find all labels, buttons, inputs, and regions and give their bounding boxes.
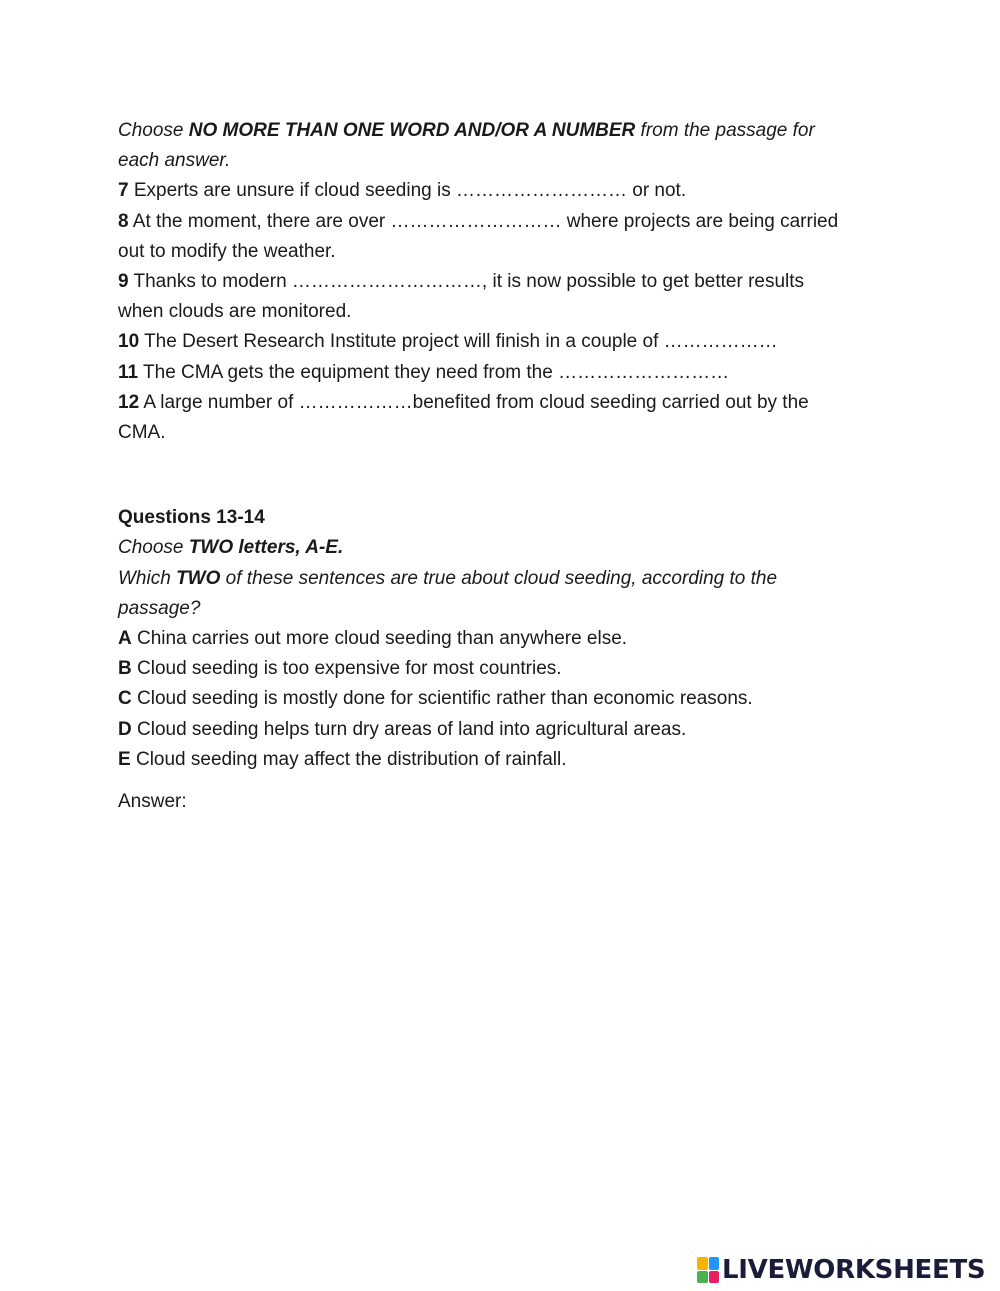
gap-question-line — [118, 327, 898, 357]
option-text: Cloud seeding is too expensive for most countries. — [131, 658, 562, 680]
question-number: 9 — [118, 271, 129, 293]
option-text: Cloud seeding is mostly done for scientific rather than economic reasons. — [131, 688, 753, 710]
gap-question-line — [118, 418, 898, 448]
gap-question-line — [118, 297, 898, 327]
gap-question-line — [118, 388, 898, 418]
which-two-line: Which TWO of these sentences are true about cloud seeding, according to the — [118, 567, 778, 589]
liveworksheets-logo — [697, 1255, 985, 1285]
gap-question-list — [118, 176, 898, 448]
question-text: A large number of ………………benefited from cloud seeding carried out by the — [139, 391, 809, 413]
question-number: 7 — [118, 180, 129, 202]
logo-square-3 — [697, 1271, 708, 1284]
gap-question-line — [118, 237, 898, 267]
logo-text: LIVEWORKSHEETS — [722, 1255, 986, 1285]
option-item — [118, 715, 898, 745]
option-text: China carries out more cloud seeding than anywhere else. — [131, 628, 628, 650]
gap-question-line — [118, 207, 898, 237]
section-heading: Questions 13-14 — [118, 507, 265, 529]
option-item — [118, 624, 898, 654]
question-text: At the moment, there are over ……………………… where projects are being carried — [128, 210, 839, 232]
question-text: The CMA gets the equipment they need from the ……………………… — [138, 361, 730, 383]
question-text: CMA. — [118, 422, 166, 444]
question-number: 11 — [118, 361, 139, 383]
which-two-line-2: passage? — [118, 597, 201, 619]
answer-label: Answer: — [118, 791, 187, 813]
question-text: Experts are unsure if cloud seeding is ……………………… or not. — [128, 180, 687, 202]
question-number: 12 — [118, 391, 140, 413]
option-letter: C — [118, 688, 132, 710]
gap-question-line — [118, 267, 898, 297]
option-letter: D — [118, 718, 132, 740]
option-letter: A — [118, 628, 132, 650]
option-item — [118, 654, 898, 684]
question-number: 8 — [118, 210, 129, 232]
choose-letters-line: Choose TWO letters, A-E. — [118, 537, 344, 559]
gap-question-line — [118, 176, 898, 206]
question-text: when clouds are monitored. — [118, 301, 352, 323]
logo-square-1 — [697, 1257, 708, 1270]
instructions-line-2: each answer. — [118, 150, 231, 172]
option-list — [118, 624, 898, 775]
question-text: Thanks to modern …………………………, it is now possible to get better results — [128, 271, 805, 293]
option-item — [118, 745, 898, 775]
option-item — [118, 684, 898, 714]
question-text: The Desert Research Institute project will finish in a couple of ……………… — [139, 331, 778, 353]
option-letter: E — [118, 748, 131, 770]
instructions-line: Choose NO MORE THAN ONE WORD AND/OR A NUMBER from the passage for — [118, 120, 815, 141]
option-letter: B — [118, 658, 132, 680]
logo-square-2 — [709, 1257, 720, 1270]
logo-mark-icon — [697, 1257, 719, 1283]
gap-question-line — [118, 358, 898, 388]
worksheet-body — [118, 116, 898, 817]
option-text: Cloud seeding may affect the distribution of rainfall. — [130, 748, 567, 770]
question-number: 10 — [118, 331, 140, 353]
option-text: Cloud seeding helps turn dry areas of land into agricultural areas. — [131, 718, 687, 740]
logo-square-4 — [709, 1271, 720, 1284]
question-text: out to modify the weather. — [118, 240, 336, 262]
